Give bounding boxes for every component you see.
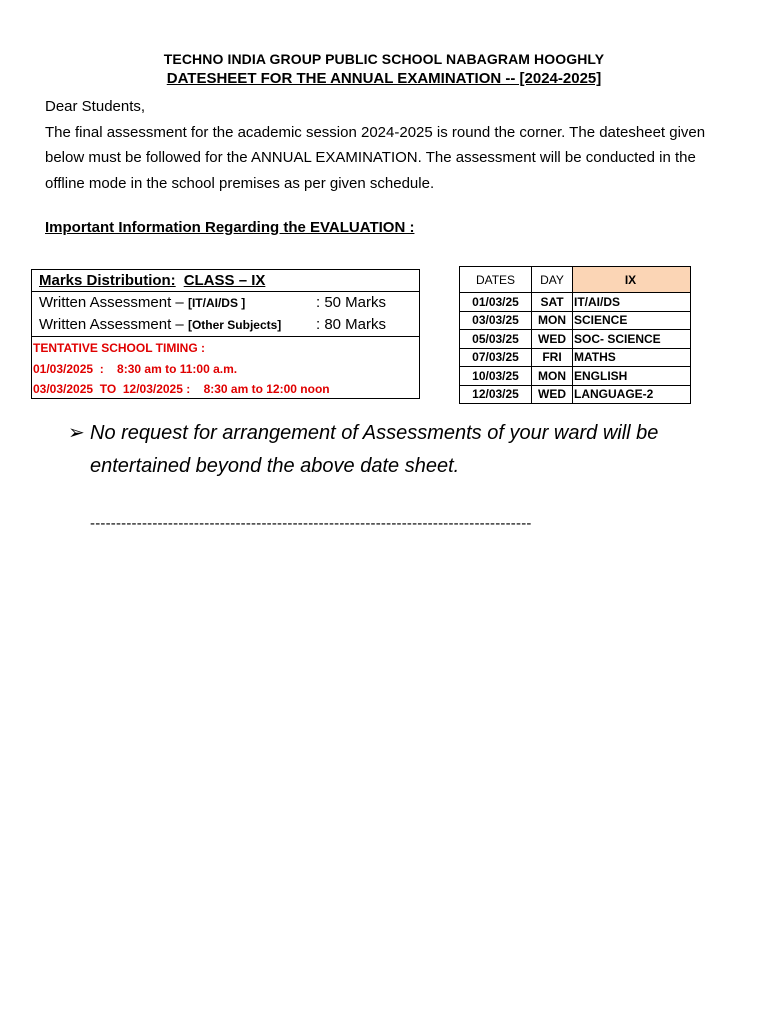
salutation: Dear Students, (45, 98, 146, 115)
table-row (460, 385, 691, 404)
table-row (460, 348, 691, 367)
table-row (460, 330, 691, 349)
marks-row-subjects: [Other Subjects] (187, 318, 282, 332)
cell-day: MON (532, 367, 573, 386)
marks-row (32, 314, 419, 336)
cell-day: WED (532, 385, 573, 404)
cell-date: 07/03/25 (460, 348, 532, 367)
cell-subject: MATHS (573, 348, 691, 367)
cell-subject: ENGLISH (573, 367, 691, 386)
cell-date: 05/03/25 (460, 330, 532, 349)
table-row (460, 293, 691, 312)
separator-line: ------------------------------------------------------------------------------------- (90, 515, 532, 532)
marks-distribution-box (31, 269, 420, 399)
school-timing (32, 337, 419, 400)
marks-header (32, 270, 419, 292)
marks-row (32, 292, 419, 314)
header-day: DAY (532, 267, 573, 293)
timing-title: TENTATIVE SCHOOL TIMING : (33, 341, 205, 355)
cell-day: WED (532, 330, 573, 349)
date-sheet-table (459, 266, 691, 404)
marks-row-value: : 80 Marks (316, 316, 387, 333)
marks-row-prefix: Written Assessment – (39, 316, 188, 333)
table-row (460, 367, 691, 386)
timing-line: 03/03/2025 TO 12/03/2025 : 8:30 am to 12:00 noon (33, 382, 330, 396)
info-heading: Important Information Regarding the EVALUATION : (45, 219, 415, 236)
notice-text: No request for arrangement of Assessments of your ward will be entertained beyond the above date sheet. (90, 422, 659, 477)
cell-date: 10/03/25 (460, 367, 532, 386)
header-dates: DATES (460, 267, 532, 293)
cell-date: 12/03/25 (460, 385, 532, 404)
cell-subject: LANGUAGE-2 (573, 385, 691, 404)
timing-line: 01/03/2025 : 8:30 am to 11:00 a.m. (33, 361, 238, 376)
cell-subject: SOC- SCIENCE (573, 330, 691, 349)
cell-subject: IT/AI/DS (573, 293, 691, 312)
marks-row-prefix: Written Assessment – (39, 294, 188, 311)
table-header-row (460, 267, 691, 293)
cell-date: 01/03/25 (460, 293, 532, 312)
notice (68, 417, 708, 483)
marks-row-subjects: [IT/AI/DS ] (187, 296, 246, 310)
letter-body (45, 94, 725, 196)
cell-subject: SCIENCE (573, 311, 691, 330)
class-label: CLASS – IX (183, 272, 266, 289)
school-name: TECHNO INDIA GROUP PUBLIC SCHOOL NABAGRAM HOOGHLY (163, 51, 605, 67)
cell-date: 03/03/25 (460, 311, 532, 330)
letter-paragraph: The final assessment for the academic session 2024-2025 is round the corner. The datesheet given below must be followed for the ANNUAL EXAMINATION. The assessment will be conducted in the offline mode in the school premises as per given schedule. (45, 123, 706, 192)
header-class-ix: IX (573, 267, 691, 293)
marks-row-value: : 50 Marks (316, 294, 387, 311)
datesheet-title: DATESHEET FOR THE ANNUAL EXAMINATION -- [2024-2025] (166, 70, 602, 87)
marks-label: Marks Distribution: (39, 272, 176, 289)
table-row (460, 311, 691, 330)
arrow-bullet-icon: ➢ (68, 422, 85, 444)
cell-day: MON (532, 311, 573, 330)
cell-day: SAT (532, 293, 573, 312)
cell-day: FRI (532, 348, 573, 367)
